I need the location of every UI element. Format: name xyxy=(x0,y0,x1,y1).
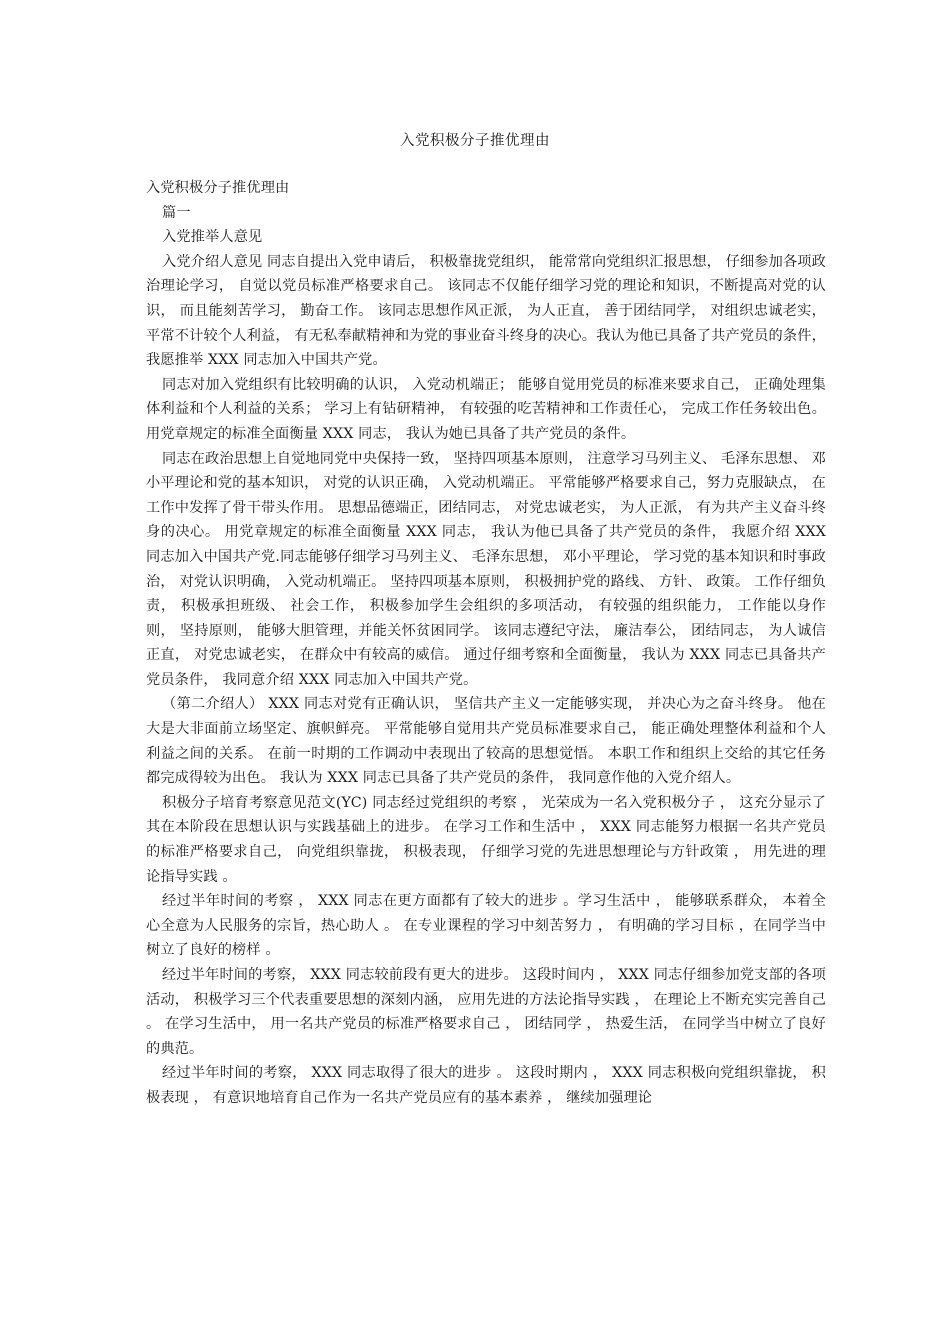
paragraph: （第二介绍人） XXX 同志对党有正确认识， 坚信共产主义一定能够实现， 并决心为之奋斗终身。 他在大是大非面前立场坚定、旗帜鲜亮。 平常能够自觉用共产党员标准要求自己， 能正确处理整体利益和个人利益之间的关系。 在前一时期的工作调动中表现出了较高的思想觉悟。 本职工作和组织上交给的其它任务都完成得较为出色。 我认为 XXX 同志已具备了共产党员的条件， 我同意作他的入党介绍人。 xyxy=(146,696,826,787)
paragraph: 同志对加入党组织有比较明确的认识， 入党动机端正； 能够自觉用党员的标准来要求自己， 正确处理集体利益和个人利益的关系； 学习上有钻研精神， 有较强的吃苦精神和工作责任心， 完成工作任务较出色。 用党章规定的标准全面衡量 XXX 同志， 我认为她已具备了共产党员的条件。 xyxy=(146,376,826,442)
paragraph: 经过半年时间的考察， XXX 同志较前段有更大的进步。 这段时间内 ， XXX 同志仔细参加党支部的各项活动， 积极学习三个代表重要思想的深刻内涵， 应用先进的方法论指导实践 ， 在理论上不断充实完善自己 。 在学习生活中， 用一名共产党员的标准严格要求自己 ， 团结同学 ， 热爱生活， 在同学当中树立了良好的典范。 xyxy=(146,967,826,1057)
section-label: 篇一 xyxy=(162,204,191,221)
paragraph: 积极分子培育考察意见范文(YC) 同志经过党组织的考察 ， 光荣成为一名入党积极分子 ， 这充分显示了其在本阶段在思想认识与实践基础上的进步。 在学习工作和生活中 ， XXX 同志能努力根据一名共产党员的标准严格要求自己， 向党组织靠拢， 积极表现， 仔细学习党的先进思想理论与方针政策 ， 用先进的理论指导实践 。 xyxy=(146,794,826,885)
paragraph: 入党介绍人意见 同志自提出入党申请后， 积极靠拢党组织， 能常常向党组织汇报思想， 仔细参加各项政治理论学习， 自觉以党员标准严格要求自己。 该同志不仅能仔细学习党的理论和知识，不断提高对党的认识， 而且能刻苦学习， 勤奋工作。 该同志思想作风正派， 为人正直， 善于团结同学， 对组织忠诚老实， 平常不计较个人利益， 有无私奉献精神和为党的事业奋斗终身的决心。我认为他已具备了共产党员的条件， 我愿推举 XXX 同志加入中国共产党。 xyxy=(146,253,826,369)
paragraph: 同志在政治思想上自觉地同党中央保持一致， 坚持四项基本原则， 注意学习马列主义、 毛泽东思想、 邓小平理论和党的基本知识， 对党的认识正确， 入党动机端正。 平常能够严格要求自己，努力克服缺点， 在工作中发挥了骨干带头作用。 思想品德端正，团结同志， 对党忠诚老实， 为人正派， 有为共产主义奋斗终身的决心。 用党章规定的标准全面衡量 XXX 同志， 我认为他已具备了共产党员的条件， 我愿介绍 XXX 同志加入中国共产党.同志能够仔细学习马列主义、 毛泽东思想， 邓小平理论， 学习党的基本知识和时事政治， 对党认识明确， 入党动机端正。 坚持四项基本原则， 积极拥护党的路线、 方针、 政策。 工作仔细负责， 积极承担班级、 社会工作， 积极参加学生会组织的多项活动， 有较强的组织能力， 工作能以身作则， 坚持原则， 能够大胆管理，并能关怀贫困同学。 该同志遵纪守法， 廉洁奉公， 团结同志， 为人诚信正直， 对党忠诚老实， 在群众中有较高的威信。 通过仔细考察和全面衡量， 我认为 XXX 同志已具备共产党员条件， 我同意介绍 XXX 同志加入中国共产党。 xyxy=(146,450,826,688)
paragraph: 经过半年时间的考察， XXX 同志取得了很大的进步 。 这段时期内 ， XXX 同志积极向党组织靠拢， 积极表现 ， 有意识地培育自己作为一名共产党员应有的基本素养 ， 继续加强理论 xyxy=(146,1065,826,1106)
subsection-label: 入党推举人意见 xyxy=(162,229,263,246)
paragraph: 经过半年时间的考察 ， XXX 同志在更方面都有了较大的进步 。学习生活中 ， 能够联系群众， 本着全心全意为人民服务的宗旨，热心助人 。 在专业课程的学习中刻苦努力 ， 有明确的学习目标 ，在同学当中树立了良好的榜样 。 xyxy=(146,893,826,959)
document-body xyxy=(146,176,826,1111)
page-title: 入党积极分子推优理由 xyxy=(400,133,550,149)
document-heading: 入党积极分子推优理由 xyxy=(146,180,290,196)
